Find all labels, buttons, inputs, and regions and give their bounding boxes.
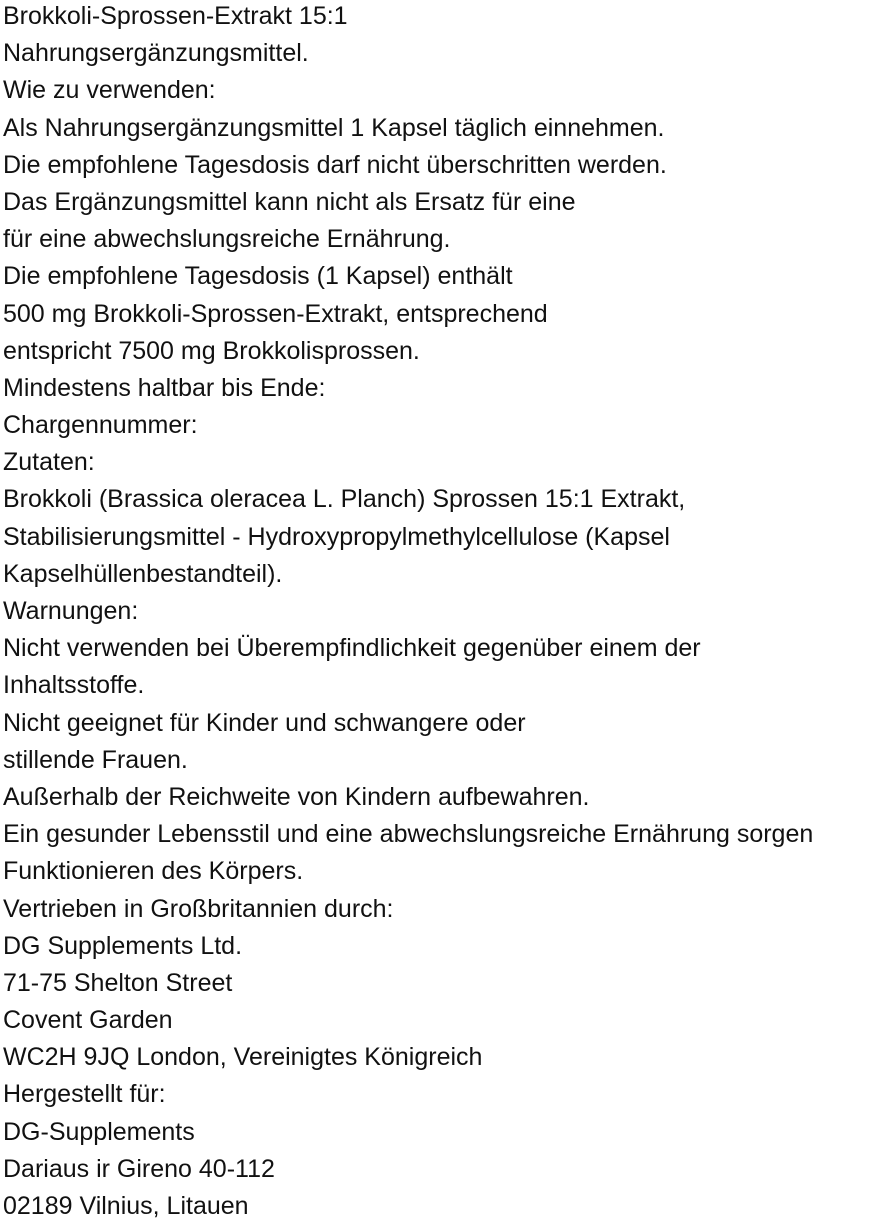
best-before-label: Mindestens haltbar bis Ende: <box>3 373 326 402</box>
manufacturer-name: DG-Supplements <box>3 1117 195 1146</box>
distributor-street: 71-75 Shelton Street <box>3 968 233 997</box>
warning-line: stillende Frauen. <box>3 745 188 774</box>
usage-line: Das Ergänzungsmittel kann nicht als Ersatz für eine <box>3 187 576 216</box>
batch-number-label: Chargennummer: <box>3 411 198 440</box>
manufacturer-heading: Hergestellt für: <box>3 1080 166 1109</box>
distributor-name: DG Supplements Ltd. <box>3 931 243 960</box>
ingredients-line: Kapselhüllenbestandteil). <box>3 559 283 588</box>
warning-line: Inhaltsstoffe. <box>3 671 145 700</box>
lifestyle-note: Ein gesunder Lebensstil und eine abwechslungsreiche Ernährung sorgen <box>3 820 814 849</box>
manufacturer-street: Dariaus ir Gireno 40-112 <box>3 1154 275 1183</box>
distributor-district: Covent Garden <box>3 1006 173 1035</box>
ingredients-line: Stabilisierungsmittel - Hydroxypropylmethylcellulose (Kapsel <box>3 522 670 551</box>
distributor-heading: Vertrieben in Großbritannien durch: <box>3 894 394 923</box>
document-text <box>3 0 893 1225</box>
warning-line: Außerhalb der Reichweite von Kindern aufbewahren. <box>3 782 590 811</box>
distributor-city: WC2H 9JQ London, Vereinigtes Königreich <box>3 1043 483 1072</box>
ingredients-line: Brokkoli (Brassica oleracea L. Planch) Sprossen 15:1 Extrakt, <box>3 485 686 514</box>
usage-line: Die empfohlene Tagesdosis darf nicht überschritten werden. <box>3 150 667 179</box>
product-title: Brokkoli-Sprossen-Extrakt 15:1 <box>3 2 348 30</box>
warning-line: Nicht verwenden bei Überempfindlichkeit gegenüber einem der <box>3 634 701 663</box>
lifestyle-note: Funktionieren des Körpers. <box>3 857 304 886</box>
dosage-line: entspricht 7500 mg Brokkolisprossen. <box>3 336 420 365</box>
ingredients-heading: Zutaten: <box>3 448 95 477</box>
product-category: Nahrungsergänzungsmittel. <box>3 39 309 68</box>
dosage-line: 500 mg Brokkoli-Sprossen-Extrakt, entsprechend <box>3 299 548 328</box>
usage-line: Als Nahrungsergänzungsmittel 1 Kapsel täglich einnehmen. <box>3 113 665 142</box>
dosage-line: Die empfohlene Tagesdosis (1 Kapsel) enthält <box>3 262 513 291</box>
usage-line: für eine abwechslungsreiche Ernährung. <box>3 225 451 254</box>
warning-line: Nicht geeignet für Kinder und schwangere oder <box>3 708 526 737</box>
manufacturer-city: 02189 Vilnius, Litauen <box>3 1192 249 1220</box>
usage-heading: Wie zu verwenden: <box>3 76 216 105</box>
warnings-heading: Warnungen: <box>3 597 139 625</box>
